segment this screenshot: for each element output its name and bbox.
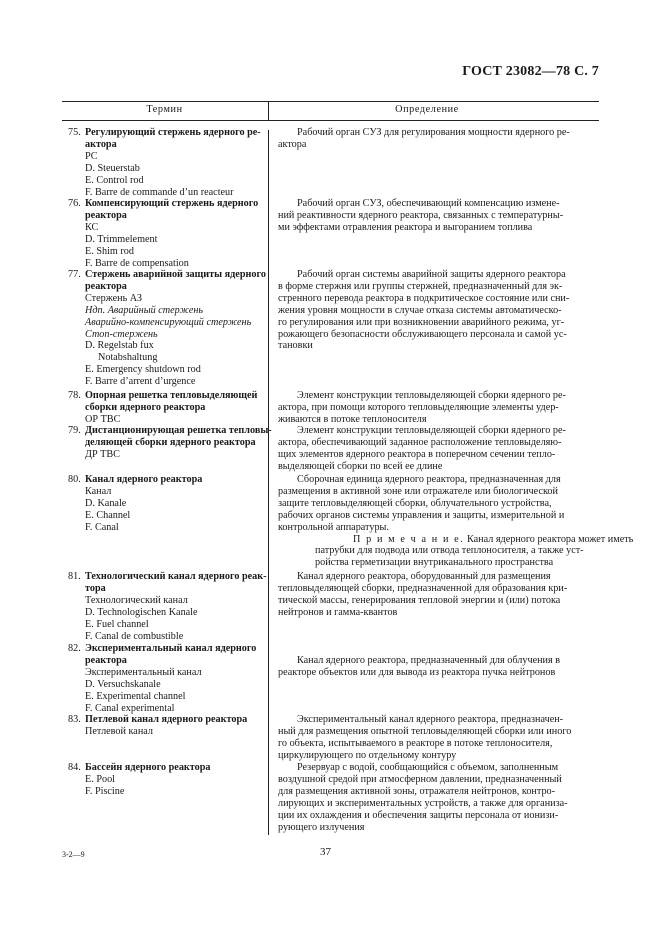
note-text: Канал ядерного реактора может иметь bbox=[464, 533, 634, 545]
definition-line: рабочих органов системы управления и защиты, измерительной и bbox=[278, 509, 565, 521]
page-number: 37 bbox=[320, 846, 331, 858]
definition-line: Экспериментальный канал ядерного реактора, предназначен- bbox=[297, 714, 564, 725]
definition-line: стренного перевода реактора в подкритическое состояние или сни- bbox=[278, 292, 570, 304]
term-synonym: D. Steuerstab bbox=[85, 162, 140, 174]
term-number: 75. bbox=[68, 127, 81, 138]
term-number: 76. bbox=[68, 198, 81, 209]
term-name-continuation: тора bbox=[85, 582, 106, 594]
definition-line: контрольной аппаратуры. bbox=[278, 521, 389, 533]
term-synonym: ДР ТВС bbox=[85, 448, 120, 460]
term-name-continuation: актора bbox=[85, 138, 117, 150]
term-synonym: Технологический канал bbox=[85, 594, 188, 606]
header-bottom-rule bbox=[62, 120, 599, 121]
header-column-divider bbox=[268, 101, 269, 121]
term-cell bbox=[68, 643, 264, 714]
definition-cell bbox=[278, 762, 598, 833]
term-number: 77. bbox=[68, 269, 81, 280]
term-cell bbox=[68, 714, 264, 738]
term-synonym: D. Regelstab fux bbox=[85, 340, 154, 352]
note-line: патрубки для подвода или отвода теплоносителя, а также уст- bbox=[315, 545, 584, 557]
definition-column-title: Определение bbox=[395, 104, 459, 115]
definition-cell bbox=[278, 390, 598, 426]
definition-line: ний реактивности ядерного реактора, связанных с температурны- bbox=[278, 209, 564, 221]
term-synonym: РС bbox=[85, 150, 98, 162]
term-synonym: D. Versuchskanale bbox=[85, 678, 161, 690]
definition-line: Канал ядерного реактора, оборудованный для размещения bbox=[297, 571, 551, 582]
definition-line: рожающего безопасности обслуживающего персонала и самой ус- bbox=[278, 328, 567, 340]
term-synonym: E. Channel bbox=[85, 509, 131, 521]
definition-cell bbox=[278, 425, 598, 473]
definition-line: щих элементов ядерного реактора в поперечном сечении тепло- bbox=[278, 448, 556, 460]
definition-line: размещения в активной зоне или отражателе или биологической bbox=[278, 485, 558, 497]
document-code: ГОСТ 23082—78 С. 7 bbox=[462, 64, 599, 79]
term-column-title: Термин bbox=[146, 104, 183, 115]
definition-line: актора, при помощи которого тепловыделяющие элементы удер- bbox=[278, 401, 559, 413]
term-cell bbox=[68, 390, 264, 426]
definition-line: Элемент конструкции тепловыделяющей сборки ядерного ре- bbox=[297, 425, 566, 436]
print-code: 3-2—9 bbox=[62, 850, 85, 859]
definition-cell bbox=[278, 655, 598, 679]
term-cell bbox=[68, 762, 264, 798]
term-number: 83. bbox=[68, 714, 81, 725]
definition-cell bbox=[278, 198, 598, 234]
term-synonym: D. Technologischen Kanale bbox=[85, 606, 198, 618]
term-synonym: F. Barre d’arrent d’urgence bbox=[85, 376, 196, 388]
header-top-rule bbox=[62, 101, 599, 102]
note-line: ройства герметизации внутриканального пространства bbox=[315, 557, 554, 569]
definition-line: Рабочий орган СУЗ для регулирования мощности ядерного ре- bbox=[297, 127, 570, 138]
term-name-continuation: реактора bbox=[85, 654, 127, 666]
definition-line: нейтронов и гамма-квантов bbox=[278, 606, 398, 618]
term-cell bbox=[68, 425, 272, 461]
term-heading bbox=[68, 269, 264, 281]
term-heading bbox=[68, 762, 264, 774]
term-name: Регулирующий стержень ядерного ре- bbox=[85, 127, 261, 138]
term-number: 81. bbox=[68, 571, 81, 582]
note-label: П р и м е ч а н и е. bbox=[353, 533, 465, 545]
term-number: 79. bbox=[68, 425, 81, 436]
term-name: Экспериментальный канал ядерного bbox=[85, 643, 257, 654]
term-name: Технологический канал ядерного реак- bbox=[85, 571, 267, 582]
term-name-continuation: сборки ядерного реактора bbox=[85, 401, 206, 413]
term-name: Петлевой канал ядерного реактора bbox=[85, 714, 248, 725]
definition-line: ми эффектами отравления реактора и выгоранием топлива bbox=[278, 221, 533, 233]
definition-cell bbox=[278, 571, 598, 619]
definition-line: тановки bbox=[278, 340, 313, 352]
term-name-continuation: деляющей сборки ядерного реактора bbox=[85, 436, 256, 448]
definition-line: ции их охлаждения и обеспечения защиты персонала от ионизи- bbox=[278, 809, 559, 821]
definition-line: в форме стержня или группы стержней, предназначенный для эк- bbox=[278, 280, 563, 292]
definition-line: реакторе объектов или для вывода из реактора пучка нейтронов bbox=[278, 666, 556, 678]
term-synonym: F. Canal de combustible bbox=[85, 630, 184, 642]
definition-line: защите тепловыделяющей сборки, облучательного устройства, bbox=[278, 497, 552, 509]
term-synonym: F. Barre de compensation bbox=[85, 257, 189, 269]
definition-line: Резервуар с водой, сообщающийся с объемом, заполненным bbox=[297, 762, 559, 773]
term-name-continuation: реактора bbox=[85, 209, 127, 221]
definition-line: тической массы, генерирования тепловой энергии и (или) потока bbox=[278, 594, 561, 606]
term-synonym: E. Experimental channel bbox=[85, 690, 186, 702]
definition-line: выделяющей сборки по всей ее длине bbox=[278, 460, 443, 472]
term-synonym: E. Pool bbox=[85, 773, 116, 785]
term-name: Опорная решетка тепловыделяющей bbox=[85, 390, 258, 401]
definition-line: Рабочий орган системы аварийной защиты ядерного реактора bbox=[297, 269, 566, 280]
term-synonym: F. Piscine bbox=[85, 785, 125, 797]
term-synonym: Канал bbox=[85, 485, 112, 497]
definition-line: тепловыделяющей сборки, предназначенной для образования кри- bbox=[278, 582, 568, 594]
definition-cell bbox=[278, 269, 598, 352]
definition-line: го регулирования или при возникновении аварийного режима, уг- bbox=[278, 316, 565, 328]
note-line bbox=[278, 533, 634, 546]
term-name-continuation: реактора bbox=[85, 280, 127, 292]
definition-line: го объекта, испытываемого в реакторе в потоке теплоносителя, bbox=[278, 737, 553, 749]
term-heading bbox=[68, 127, 264, 139]
term-heading bbox=[68, 714, 264, 726]
term-number: 80. bbox=[68, 474, 81, 485]
term-cell bbox=[68, 269, 264, 388]
term-name: Дистанционирующая решетка тепловы- bbox=[85, 425, 272, 436]
term-synonym: E. Fuel channel bbox=[85, 618, 149, 630]
term-heading bbox=[68, 425, 272, 437]
table-header bbox=[62, 101, 599, 121]
term-synonym: E. Control rod bbox=[85, 174, 144, 186]
term-cell bbox=[68, 474, 264, 534]
term-heading bbox=[68, 643, 264, 655]
term-number: 78. bbox=[68, 390, 81, 401]
definition-line: Сборочная единица ядерного реактора, предназначенная для bbox=[297, 474, 561, 485]
definition-cell bbox=[278, 714, 598, 762]
term-synonym: Аварийно-компенсирующий стержень bbox=[85, 316, 252, 328]
term-name: Бассейн ядерного реактора bbox=[85, 762, 211, 773]
term-synonym: Экспериментальный канал bbox=[85, 666, 202, 678]
term-synonym: Ндп. Аварийный стержень bbox=[85, 304, 204, 316]
definition-line: циркулирующего по отдельному контуру bbox=[278, 749, 457, 761]
term-number: 82. bbox=[68, 643, 81, 654]
term-cell bbox=[68, 571, 267, 642]
term-synonym: F. Canal bbox=[85, 521, 119, 533]
term-synonym: E. Shim rod bbox=[85, 245, 134, 257]
term-name: Канал ядерного реактора bbox=[85, 474, 203, 485]
term-heading bbox=[68, 474, 264, 486]
definition-line: Рабочий орган СУЗ, обеспечивающий компенсацию измене- bbox=[297, 198, 560, 209]
definition-cell bbox=[278, 474, 634, 569]
term-synonym: D. Kanale bbox=[85, 497, 127, 509]
term-synonym: Notabshaltung bbox=[98, 352, 158, 364]
definition-line: живаются в потоке теплоносителя bbox=[278, 413, 427, 425]
term-name: Компенсирующий стержень ядерного bbox=[85, 198, 259, 209]
term-name: Стержень аварийной защиты ядерного bbox=[85, 269, 266, 280]
definition-line: ный для размещения опытной тепловыделяющей сборки или иного bbox=[278, 725, 572, 737]
term-heading bbox=[68, 571, 267, 583]
term-synonym: E. Emergency shutdown rod bbox=[85, 364, 201, 376]
term-synonym: F. Canal experimental bbox=[85, 702, 175, 714]
definition-line: Элемент конструкции тепловыделяющей сборки ядерного ре- bbox=[297, 390, 566, 401]
definition-line: Канал ядерного реактора, предназначенный для облучения в bbox=[297, 655, 561, 666]
definition-line: актора bbox=[278, 138, 307, 150]
definition-line: актора, обеспечивающий заданное расположение тепловыделяю- bbox=[278, 436, 562, 448]
definition-line: воздушной средой при атмосферном давлении, предназначенный bbox=[278, 773, 562, 785]
term-synonym: Стоп-стержень bbox=[85, 328, 158, 340]
term-heading bbox=[68, 390, 264, 402]
term-number: 84. bbox=[68, 762, 81, 773]
term-synonym: D. Trimmelement bbox=[85, 233, 158, 245]
term-synonym: Петлевой канал bbox=[85, 725, 153, 737]
definition-cell bbox=[278, 127, 598, 151]
column-divider bbox=[268, 130, 269, 835]
term-heading bbox=[68, 198, 264, 210]
definition-line: жения уровня мощности в случае отказа системы автоматическо- bbox=[278, 304, 562, 316]
term-cell bbox=[68, 198, 264, 269]
term-synonym: Стержень АЗ bbox=[85, 292, 143, 304]
term-cell bbox=[68, 127, 264, 198]
term-synonym: КС bbox=[85, 221, 99, 233]
definition-line: для размещения активной зоны, отражателя нейтронов, контро- bbox=[278, 785, 556, 797]
term-synonym: F. Barre de commande d’un reacteur bbox=[85, 186, 234, 198]
term-synonym: ОР ТВС bbox=[85, 413, 121, 425]
definition-line: рующего излучения bbox=[278, 821, 365, 833]
definition-line: лирующих и экспериментальных устройств, а также для организа- bbox=[278, 797, 568, 809]
